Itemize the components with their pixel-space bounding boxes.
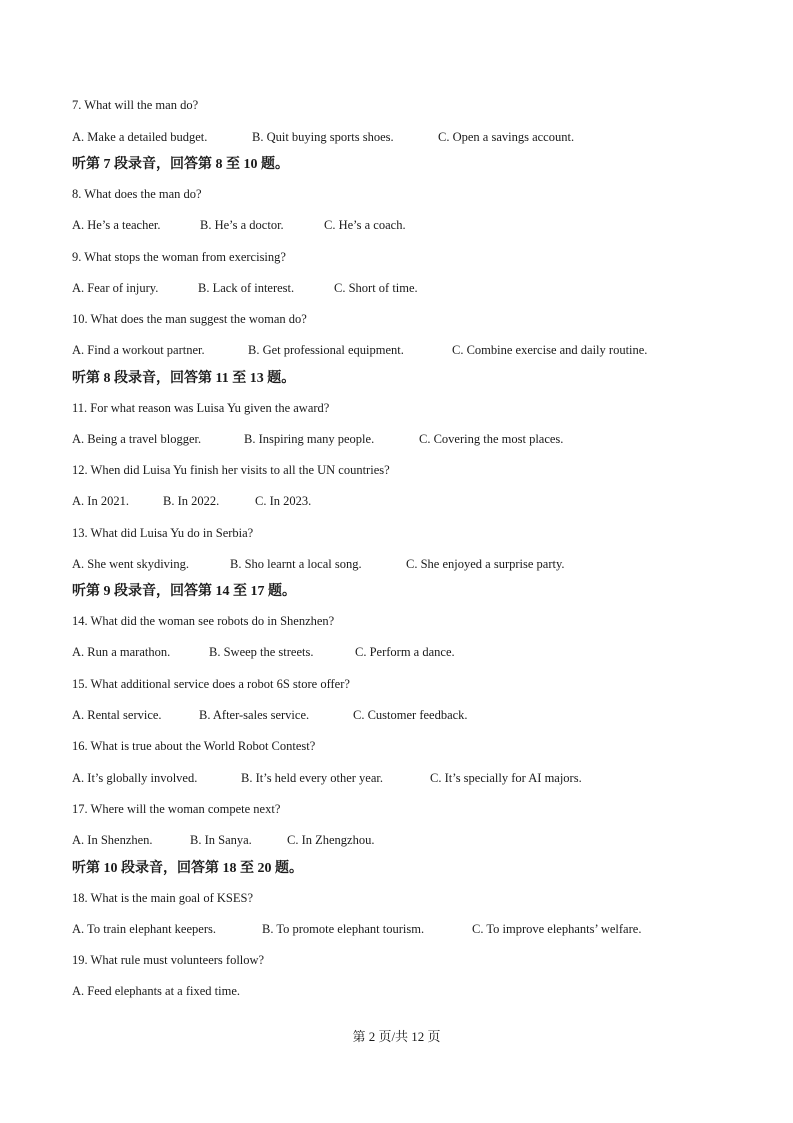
option-14b: B. Sweep the streets. [209,645,314,659]
option-18c: C. To improve elephants’ welfare. [472,922,642,936]
option-10c: C. Combine exercise and daily routine. [452,343,648,357]
options-11 [72,431,563,447]
option-9b: B. Lack of interest. [198,281,295,295]
page-number-footer: 第 2 页/共 12 页 [352,1029,441,1044]
question-15: 15. What additional service does a robot 6S store offer? [72,677,350,691]
option-15b: B. After-sales service. [199,708,310,722]
option-12a: A. In 2021. [72,494,129,508]
options-9 [72,280,418,296]
options-19 [72,983,240,999]
option-18b: B. To promote elephant tourism. [262,922,425,936]
option-17a: A. In Shenzhen. [72,833,153,847]
option-13c: C. She enjoyed a surprise party. [406,557,565,571]
option-13b: B. Sho learnt a local song. [230,557,362,571]
options-18 [72,921,641,937]
options-17 [72,832,374,848]
option-19a: A. Feed elephants at a fixed time. [72,984,240,998]
option-18a: A. To train elephant keepers. [72,922,216,936]
option-8a: A. He’s a teacher. [72,218,161,232]
option-13a: A. She went skydiving. [72,557,190,571]
question-11: 11. For what reason was Luisa Yu given the award? [72,401,330,415]
option-10b: B. Get professional equipment. [248,343,404,357]
option-16b: B. It’s held every other year. [241,771,383,785]
options-14 [72,644,455,660]
option-15c: C. Customer feedback. [353,708,468,722]
section-heading-8: 听第 8 段录音，回答第 11 至 13 题。 [72,371,296,386]
question-18: 18. What is the main goal of KSES? [72,891,253,905]
question-7: 7. What will the man do? [72,98,199,112]
options-10 [72,342,647,358]
question-8: 8. What does the man do? [72,187,202,201]
option-12b: B. In 2022. [163,494,220,508]
options-16 [72,770,582,786]
question-19: 19. What rule must volunteers follow? [72,953,265,967]
option-17b: B. In Sanya. [190,833,252,847]
question-13: 13. What did Luisa Yu do in Serbia? [72,526,254,540]
section-heading-10: 听第 10 段录音，回答第 18 至 20 题。 [72,861,303,876]
option-11c: C. Covering the most places. [419,432,564,446]
option-8c: C. He’s a coach. [324,218,406,232]
option-7b: B. Quit buying sports shoes. [252,130,394,144]
option-8b: B. He’s a doctor. [200,218,284,232]
option-14c: C. Perform a dance. [355,645,455,659]
option-7a: A. Make a detailed budget. [72,130,208,144]
option-15a: A. Rental service. [72,708,162,722]
option-11a: A. Being a travel blogger. [72,432,202,446]
option-9c: C. Short of time. [334,281,418,295]
options-7 [72,129,574,145]
option-16a: A. It’s globally involved. [72,771,198,785]
option-7c: C. Open a savings account. [438,130,575,144]
question-9: 9. What stops the woman from exercising? [72,250,286,264]
option-14a: A. Run a marathon. [72,645,171,659]
options-15 [72,707,468,723]
section-heading-9: 听第 9 段录音，回答第 14 至 17 题。 [72,584,296,599]
option-11b: B. Inspiring many people. [244,432,375,446]
question-12: 12. When did Luisa Yu finish her visits to all the UN countries? [72,463,390,477]
options-8 [72,217,406,233]
option-9a: A. Fear of injury. [72,281,159,295]
section-heading-7: 听第 7 段录音，回答第 8 至 10 题。 [72,157,289,172]
option-12c: C. In 2023. [255,494,312,508]
option-16c: C. It’s specially for AI majors. [430,771,582,785]
options-13 [72,556,565,572]
question-14: 14. What did the woman see robots do in Shenzhen? [72,614,335,628]
option-17c: C. In Zhengzhou. [287,833,375,847]
question-16: 16. What is true about the World Robot Contest? [72,739,316,753]
options-12 [72,493,311,509]
question-10: 10. What does the man suggest the woman do? [72,312,307,326]
question-17: 17. Where will the woman compete next? [72,802,281,816]
option-10a: A. Find a workout partner. [72,343,205,357]
